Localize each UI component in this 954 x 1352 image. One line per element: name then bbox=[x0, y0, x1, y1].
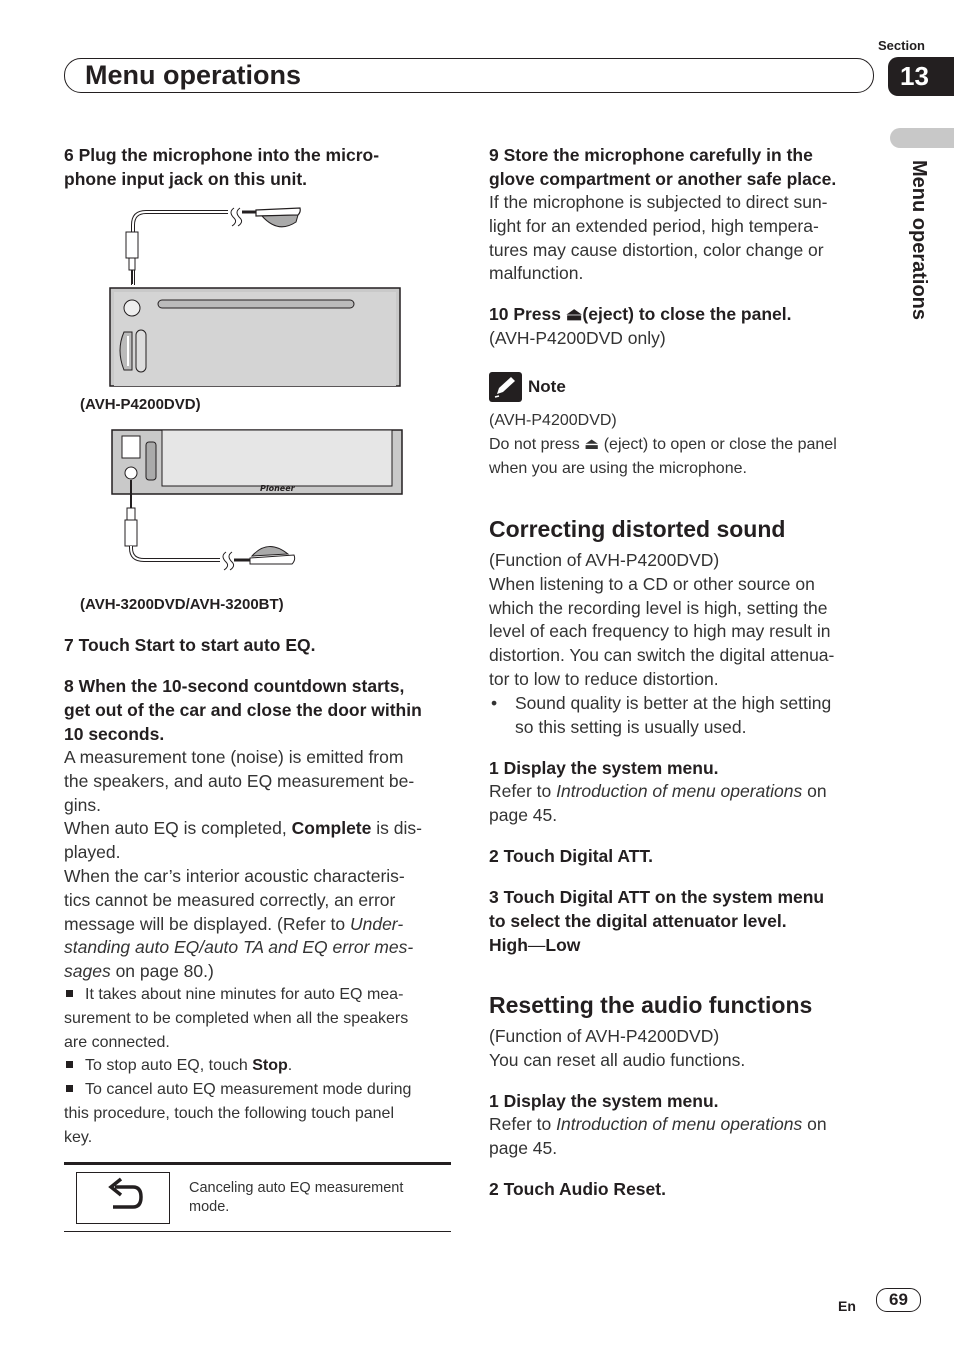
p1-line3: gins. bbox=[64, 794, 101, 815]
p3-line4 bbox=[64, 936, 464, 960]
p9-line4: malfunction. bbox=[489, 263, 584, 284]
page-number: 69 bbox=[889, 1290, 908, 1309]
step-10-pre: 10 Press bbox=[489, 304, 566, 324]
side-tab-grey bbox=[890, 128, 954, 148]
c-bullet-1: Sound quality is better at the high setting bbox=[515, 692, 832, 713]
p2-line2: played. bbox=[64, 842, 121, 863]
step-8-line3: 10 seconds. bbox=[64, 723, 165, 744]
step-10-body: (AVH-P4200DVD only) bbox=[489, 328, 666, 348]
r-ref-line1 bbox=[489, 1113, 827, 1137]
heading-resetting: Resetting the audio functions bbox=[489, 992, 813, 1018]
c-step-3-line1: 3 Touch Digital ATT on the system menu bbox=[489, 887, 825, 907]
bullet3-line1 bbox=[64, 1078, 464, 1102]
c-step-1: 1 Display the system menu. bbox=[489, 758, 719, 778]
p3-italic3: sages bbox=[64, 961, 111, 982]
p2-bold: Complete bbox=[291, 818, 372, 839]
c-ref-page: page 45. bbox=[489, 804, 558, 825]
step-8 bbox=[64, 675, 464, 746]
desc-line2: mode. bbox=[189, 1199, 230, 1215]
step-8-body bbox=[64, 746, 464, 984]
c-low: Low bbox=[545, 934, 581, 955]
desc-line1: Canceling auto EQ measurement bbox=[189, 1180, 404, 1196]
bullet2-pre: To stop auto EQ, touch bbox=[85, 1057, 253, 1075]
step-10-post: (eject) to close the panel. bbox=[582, 304, 792, 324]
step-6-line1: 6 Plug the microphone into the micro- bbox=[64, 145, 380, 165]
note-body bbox=[489, 409, 889, 480]
step-10 bbox=[489, 303, 792, 327]
p2-pre: When auto EQ is completed, bbox=[64, 818, 292, 839]
touch-key-description bbox=[189, 1179, 403, 1217]
step-9-line1: 9 Store the microphone carefully in the bbox=[489, 145, 813, 165]
bullets-left bbox=[64, 983, 464, 1150]
pioneer-logo-icon bbox=[260, 484, 296, 493]
bullet1-line1 bbox=[64, 983, 464, 1007]
note-line2 bbox=[489, 433, 889, 457]
caption-p4200: (AVH-P4200DVD) bbox=[80, 396, 201, 413]
r-ref-pre: Refer to bbox=[489, 1114, 557, 1134]
c-step-3-line2: to select the digital attenuator level. bbox=[489, 910, 787, 931]
c-ref-line1 bbox=[489, 780, 827, 804]
side-tab-label: Menu operations bbox=[908, 160, 930, 321]
c-para-4: distortion. You can switch the digital attenua- bbox=[489, 645, 835, 666]
device-illustration-p4200 bbox=[108, 200, 408, 388]
step-9-body bbox=[489, 191, 889, 286]
page-title: Menu operations bbox=[85, 60, 302, 90]
r-ref-post: on bbox=[802, 1114, 827, 1134]
r-ref-page: page 45. bbox=[489, 1137, 558, 1158]
back-key-button[interactable] bbox=[76, 1172, 170, 1224]
p9-line2: light for an extended period, high tempera- bbox=[489, 215, 819, 236]
footer-lang: En bbox=[838, 1298, 856, 1314]
heading-correcting: Correcting distorted sound bbox=[489, 516, 786, 542]
c-ref-pre: Refer to bbox=[489, 781, 557, 801]
c-para-2: which the recording level is high, setting the bbox=[489, 597, 828, 618]
caption-3200: (AVH-3200DVD/AVH-3200BT) bbox=[80, 596, 284, 613]
c-step-3 bbox=[489, 886, 889, 957]
p3-line5 bbox=[64, 960, 464, 984]
r-step-2: 2 Touch Audio Reset. bbox=[489, 1179, 666, 1199]
bullet2-bold: Stop bbox=[252, 1057, 288, 1075]
note-line1: (AVH-P4200DVD) bbox=[489, 412, 617, 429]
step-8-line1: 8 When the 10-second countdown starts, bbox=[64, 676, 405, 696]
r-para: You can reset all audio functions. bbox=[489, 1049, 746, 1070]
step-8-line2: get out of the car and close the door within bbox=[64, 699, 422, 720]
touch-key-table bbox=[64, 1162, 451, 1232]
c-para-5: tor to low to reduce distortion. bbox=[489, 668, 719, 689]
note-icon bbox=[489, 372, 522, 402]
p2-line1 bbox=[64, 817, 464, 841]
correcting-body bbox=[489, 549, 889, 739]
reset-body bbox=[489, 1025, 889, 1073]
eject-icon: ⏏ bbox=[565, 304, 583, 324]
step-9 bbox=[489, 144, 889, 192]
c-bullet bbox=[489, 692, 889, 740]
c-ref-post: on bbox=[802, 781, 827, 801]
c-para-1: When listening to a CD or other source on bbox=[489, 573, 815, 594]
c-step-3-line3 bbox=[489, 934, 889, 958]
note2-pre: Do not press bbox=[489, 435, 585, 453]
p3-italic1: Under- bbox=[349, 913, 404, 934]
return-arrow-icon bbox=[77, 1173, 169, 1223]
p9-line1: If the microphone is subjected to direct sun- bbox=[489, 192, 828, 212]
p1-line2: the speakers, and auto EQ measurement be- bbox=[64, 770, 415, 791]
c-high: High bbox=[489, 934, 528, 955]
step-7: 7 Touch Start to start auto EQ. bbox=[64, 635, 316, 655]
c-func: (Function of AVH-P4200DVD) bbox=[489, 550, 720, 570]
c-dash: — bbox=[527, 934, 546, 955]
pencil-icon bbox=[489, 372, 522, 402]
step-6-line2: phone input jack on this unit. bbox=[64, 168, 308, 189]
page-number-box bbox=[876, 1288, 921, 1312]
c-ref bbox=[489, 780, 827, 828]
r-func: (Function of AVH-P4200DVD) bbox=[489, 1026, 720, 1046]
p3-italic2: standing auto EQ/auto TA and EQ error mes- bbox=[64, 937, 414, 958]
p3-line3-text: message will be displayed. (Refer to bbox=[64, 913, 350, 934]
bullet-dot: • bbox=[491, 692, 498, 713]
p3-end: on page 80.) bbox=[110, 961, 214, 982]
note2-post: (eject) to open or close the panel bbox=[599, 435, 837, 453]
bullet1-line2: surement to be completed when all the speakers bbox=[64, 1009, 409, 1027]
p1-line1: A measurement tone (noise) is emitted from bbox=[64, 747, 404, 767]
bullet2-post: . bbox=[287, 1057, 293, 1075]
section-number-badge bbox=[888, 57, 954, 96]
p9-line3: tures may cause distortion, color change or bbox=[489, 239, 824, 260]
bullet3-text1: To cancel auto EQ measurement mode during bbox=[85, 1081, 412, 1099]
step-9-line2: glove compartment or another safe place. bbox=[489, 168, 837, 189]
r-step-1: 1 Display the system menu. bbox=[489, 1091, 719, 1111]
note-label: Note bbox=[528, 377, 566, 396]
c-bullet-2: so this setting is usually used. bbox=[515, 716, 747, 737]
bullet3-line2: this procedure, touch the following touch panel bbox=[64, 1104, 394, 1122]
p3-line1: When the car’s interior acoustic characteris- bbox=[64, 865, 405, 886]
bullet1-line3: are connected. bbox=[64, 1033, 170, 1051]
page-title-box bbox=[64, 58, 874, 93]
section-number: 13 bbox=[900, 61, 929, 91]
step-6 bbox=[64, 144, 464, 192]
pioneer-logo-text: Pioneer bbox=[260, 484, 295, 493]
section-label: Section bbox=[878, 38, 925, 53]
p3-line3 bbox=[64, 913, 464, 937]
c-ref-italic: Introduction of menu operations bbox=[556, 781, 803, 801]
p2-post: is dis- bbox=[371, 818, 422, 839]
bullet1-text1: It takes about nine minutes for auto EQ mea- bbox=[85, 986, 404, 1003]
p3-line2: tics cannot be measured correctly, an error bbox=[64, 889, 396, 910]
bullet2 bbox=[64, 1054, 464, 1078]
c-para-3: level of each frequency to high may result in bbox=[489, 621, 831, 642]
r-ref bbox=[489, 1113, 827, 1161]
eject-icon-2: ⏏ bbox=[584, 435, 600, 453]
bullet3-line3: key. bbox=[64, 1128, 93, 1146]
r-ref-italic: Introduction of menu operations bbox=[556, 1114, 803, 1134]
c-step-2: 2 Touch Digital ATT. bbox=[489, 846, 653, 866]
device-illustration-3200 bbox=[110, 428, 410, 578]
note-line3: when you are using the microphone. bbox=[489, 459, 747, 477]
